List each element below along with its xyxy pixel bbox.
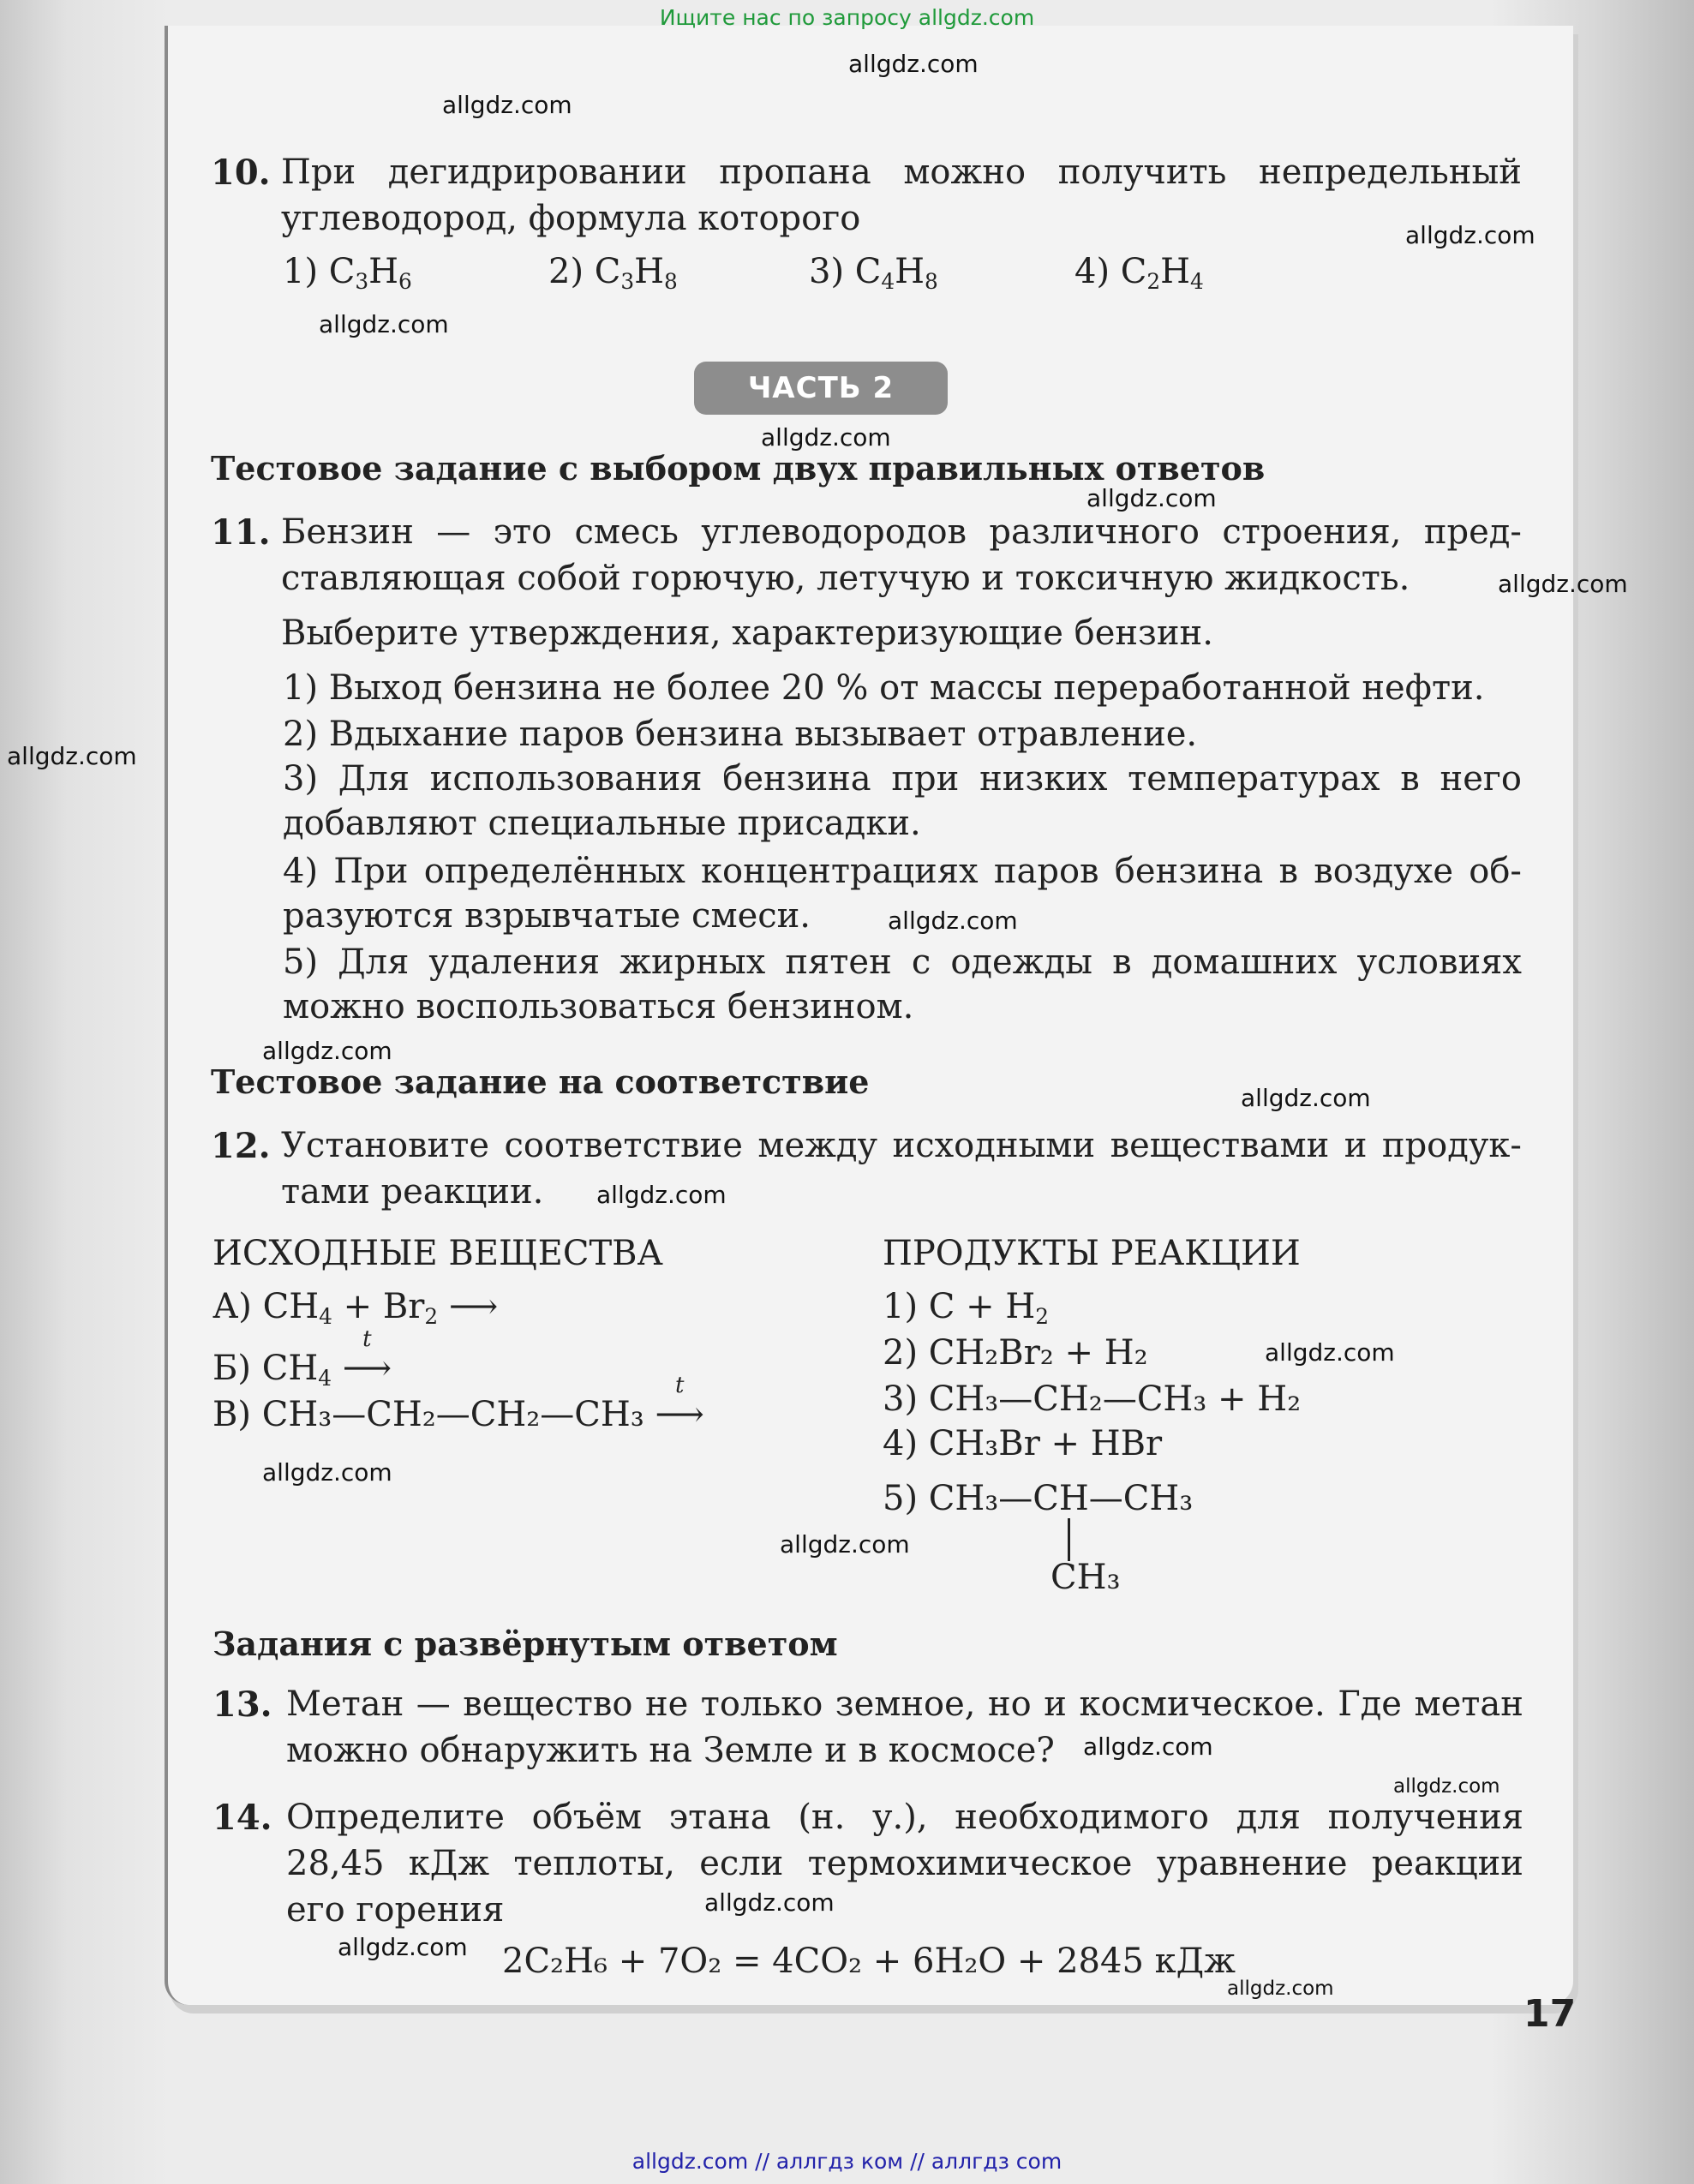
- q11-option-2: 2) Вдыхание паров бензина вызывает отравление.: [283, 715, 1198, 754]
- watermark: allgdz.com: [848, 50, 979, 78]
- q12-product-5: 5) CH₃—CH—CH₃: [883, 1479, 1194, 1518]
- q12-product-4: 4) CH₃Br + HBr: [883, 1424, 1163, 1463]
- watermark: allgdz.com: [1393, 1775, 1500, 1798]
- watermark: allgdz.com: [262, 1458, 392, 1487]
- section-heading-extended: Задания с развёрнутым ответом: [212, 1625, 838, 1663]
- q13-line2: можно обнаружить на Земле и в космосе?: [286, 1731, 1055, 1770]
- q13-number: 13.: [212, 1684, 272, 1725]
- watermark: allgdz.com: [888, 907, 1018, 935]
- top-banner[interactable]: Ищите нас по запросу allgdz.com: [659, 5, 1035, 30]
- q12-reactant-b: Б) $CH_4$ t ⟶: [212, 1326, 392, 1391]
- reaction-arrow: t ⟶: [342, 1326, 392, 1388]
- q13-line1: Метан — вещество не только земное, но и космическое. Где метан: [286, 1684, 1523, 1724]
- q11-option-1: 1) Выход бензина не более 20 % от массы переработанной нефти.: [283, 668, 1485, 708]
- q10-line1: При дегидрировании пропана можно получить непредельный: [281, 153, 1522, 192]
- section-heading-two-answers: Тестовое задание с выбором двух правильных ответов: [211, 449, 1266, 488]
- watermark: allgdz.com: [442, 91, 572, 119]
- q12-column-left-header: ИСХОДНЫЕ ВЕЩЕСТВА: [212, 1234, 663, 1273]
- q10-number: 10.: [211, 153, 271, 193]
- q11-number: 11.: [211, 512, 271, 553]
- watermark: allgdz.com: [7, 742, 137, 770]
- q10-line2: углеводород, формула которого: [281, 199, 861, 238]
- watermark: allgdz.com: [1498, 570, 1628, 598]
- q11-option-3-line2: добавляют специальные присадки.: [283, 804, 921, 843]
- q14-number: 14.: [212, 1798, 272, 1838]
- q12-product-5-branch: CH₃: [1051, 1558, 1121, 1597]
- q11-line2: ставляющая собой горючую, летучую и токсичную жидкость.: [281, 559, 1410, 598]
- q14-line2: 28,45 кДж теплоты, если термохимическое уравнение реакции: [286, 1844, 1523, 1883]
- q10-option-3: 3) $C_4H_8$: [809, 252, 938, 294]
- watermark: allgdz.com: [1265, 1338, 1395, 1367]
- q12-reactant-v: В) CH₃—CH₂—CH₂—CH₃ t ⟶: [212, 1373, 704, 1434]
- q12-line1: Установите соответствие между исходными веществами и продук-: [281, 1126, 1522, 1165]
- watermark: allgdz.com: [1083, 1732, 1213, 1761]
- q12-product-3: 3) CH₃—CH₂—CH₃ + H₂: [883, 1379, 1302, 1419]
- q10-option-2: 2) $C_3H_8$: [548, 252, 678, 294]
- q11-option-5-line1: 5) Для удаления жирных пятен с одежды в домашних условиях: [283, 942, 1522, 982]
- watermark: allgdz.com: [780, 1530, 910, 1559]
- q11-option-3-line1: 3) Для использования бензина при низких температурах в него: [283, 759, 1522, 799]
- q10-option-4: 4) $C_2H_4$: [1074, 252, 1204, 294]
- watermark: allgdz.com: [1086, 484, 1217, 512]
- q14-equation: 2C₂H₆ + 7O₂ = 4CO₂ + 6H₂O + 2845 кДж: [502, 1942, 1236, 1981]
- page-number: 17: [1523, 1992, 1577, 2036]
- section-heading-matching: Тестовое задание на соответствие: [211, 1062, 870, 1101]
- branch-bond-line: [1068, 1518, 1070, 1561]
- watermark: allgdz.com: [319, 310, 449, 338]
- q14-line1: Определите объём этана (н. у.), необходимого для получения: [286, 1798, 1523, 1837]
- watermark: allgdz.com: [1405, 221, 1535, 249]
- watermark: allgdz.com: [262, 1037, 392, 1065]
- q11-line1: Бензин — это смесь углеводородов различного строения, пред-: [281, 512, 1522, 552]
- q12-column-right-header: ПРОДУКТЫ РЕАКЦИИ: [883, 1234, 1301, 1273]
- watermark: allgdz.com: [1241, 1084, 1371, 1112]
- watermark: allgdz.com: [338, 1933, 468, 1961]
- q12-reactant-a: А) $CH_4 + Br_2$ ⟶: [212, 1287, 499, 1329]
- reaction-arrow: ⟶: [448, 1287, 499, 1326]
- watermark: allgdz.com: [704, 1888, 835, 1917]
- watermark: allgdz.com: [761, 423, 891, 452]
- q10-option-1: 1) $C_3H_6$: [283, 252, 412, 294]
- q12-number: 12.: [211, 1126, 271, 1166]
- q11-option-4-line1: 4) При определённых концентрациях паров бензина в воздухе об-: [283, 852, 1522, 891]
- q11-option-4-line2: разуются взрывчатые смеси.: [283, 896, 811, 936]
- watermark: allgdz.com: [1227, 1978, 1334, 2000]
- part-label: ЧАСТЬ 2: [694, 362, 948, 415]
- q12-product-1: 1) $C + H_2$: [883, 1287, 1049, 1329]
- q12-product-2: 2) CH₂Br₂ + H₂: [883, 1333, 1148, 1373]
- q11-option-5-line2: можно воспользоваться бензином.: [283, 987, 914, 1026]
- bottom-banner[interactable]: allgdz.com // аллгдз ком // аллгдз com: [632, 2149, 1062, 2174]
- q14-line3: его горения: [286, 1890, 505, 1930]
- watermark: allgdz.com: [596, 1181, 727, 1209]
- reaction-arrow: t ⟶: [655, 1373, 704, 1434]
- q12-line2: тами реакции.: [281, 1172, 544, 1212]
- q11-line3: Выберите утверждения, характеризующие бензин.: [281, 613, 1213, 653]
